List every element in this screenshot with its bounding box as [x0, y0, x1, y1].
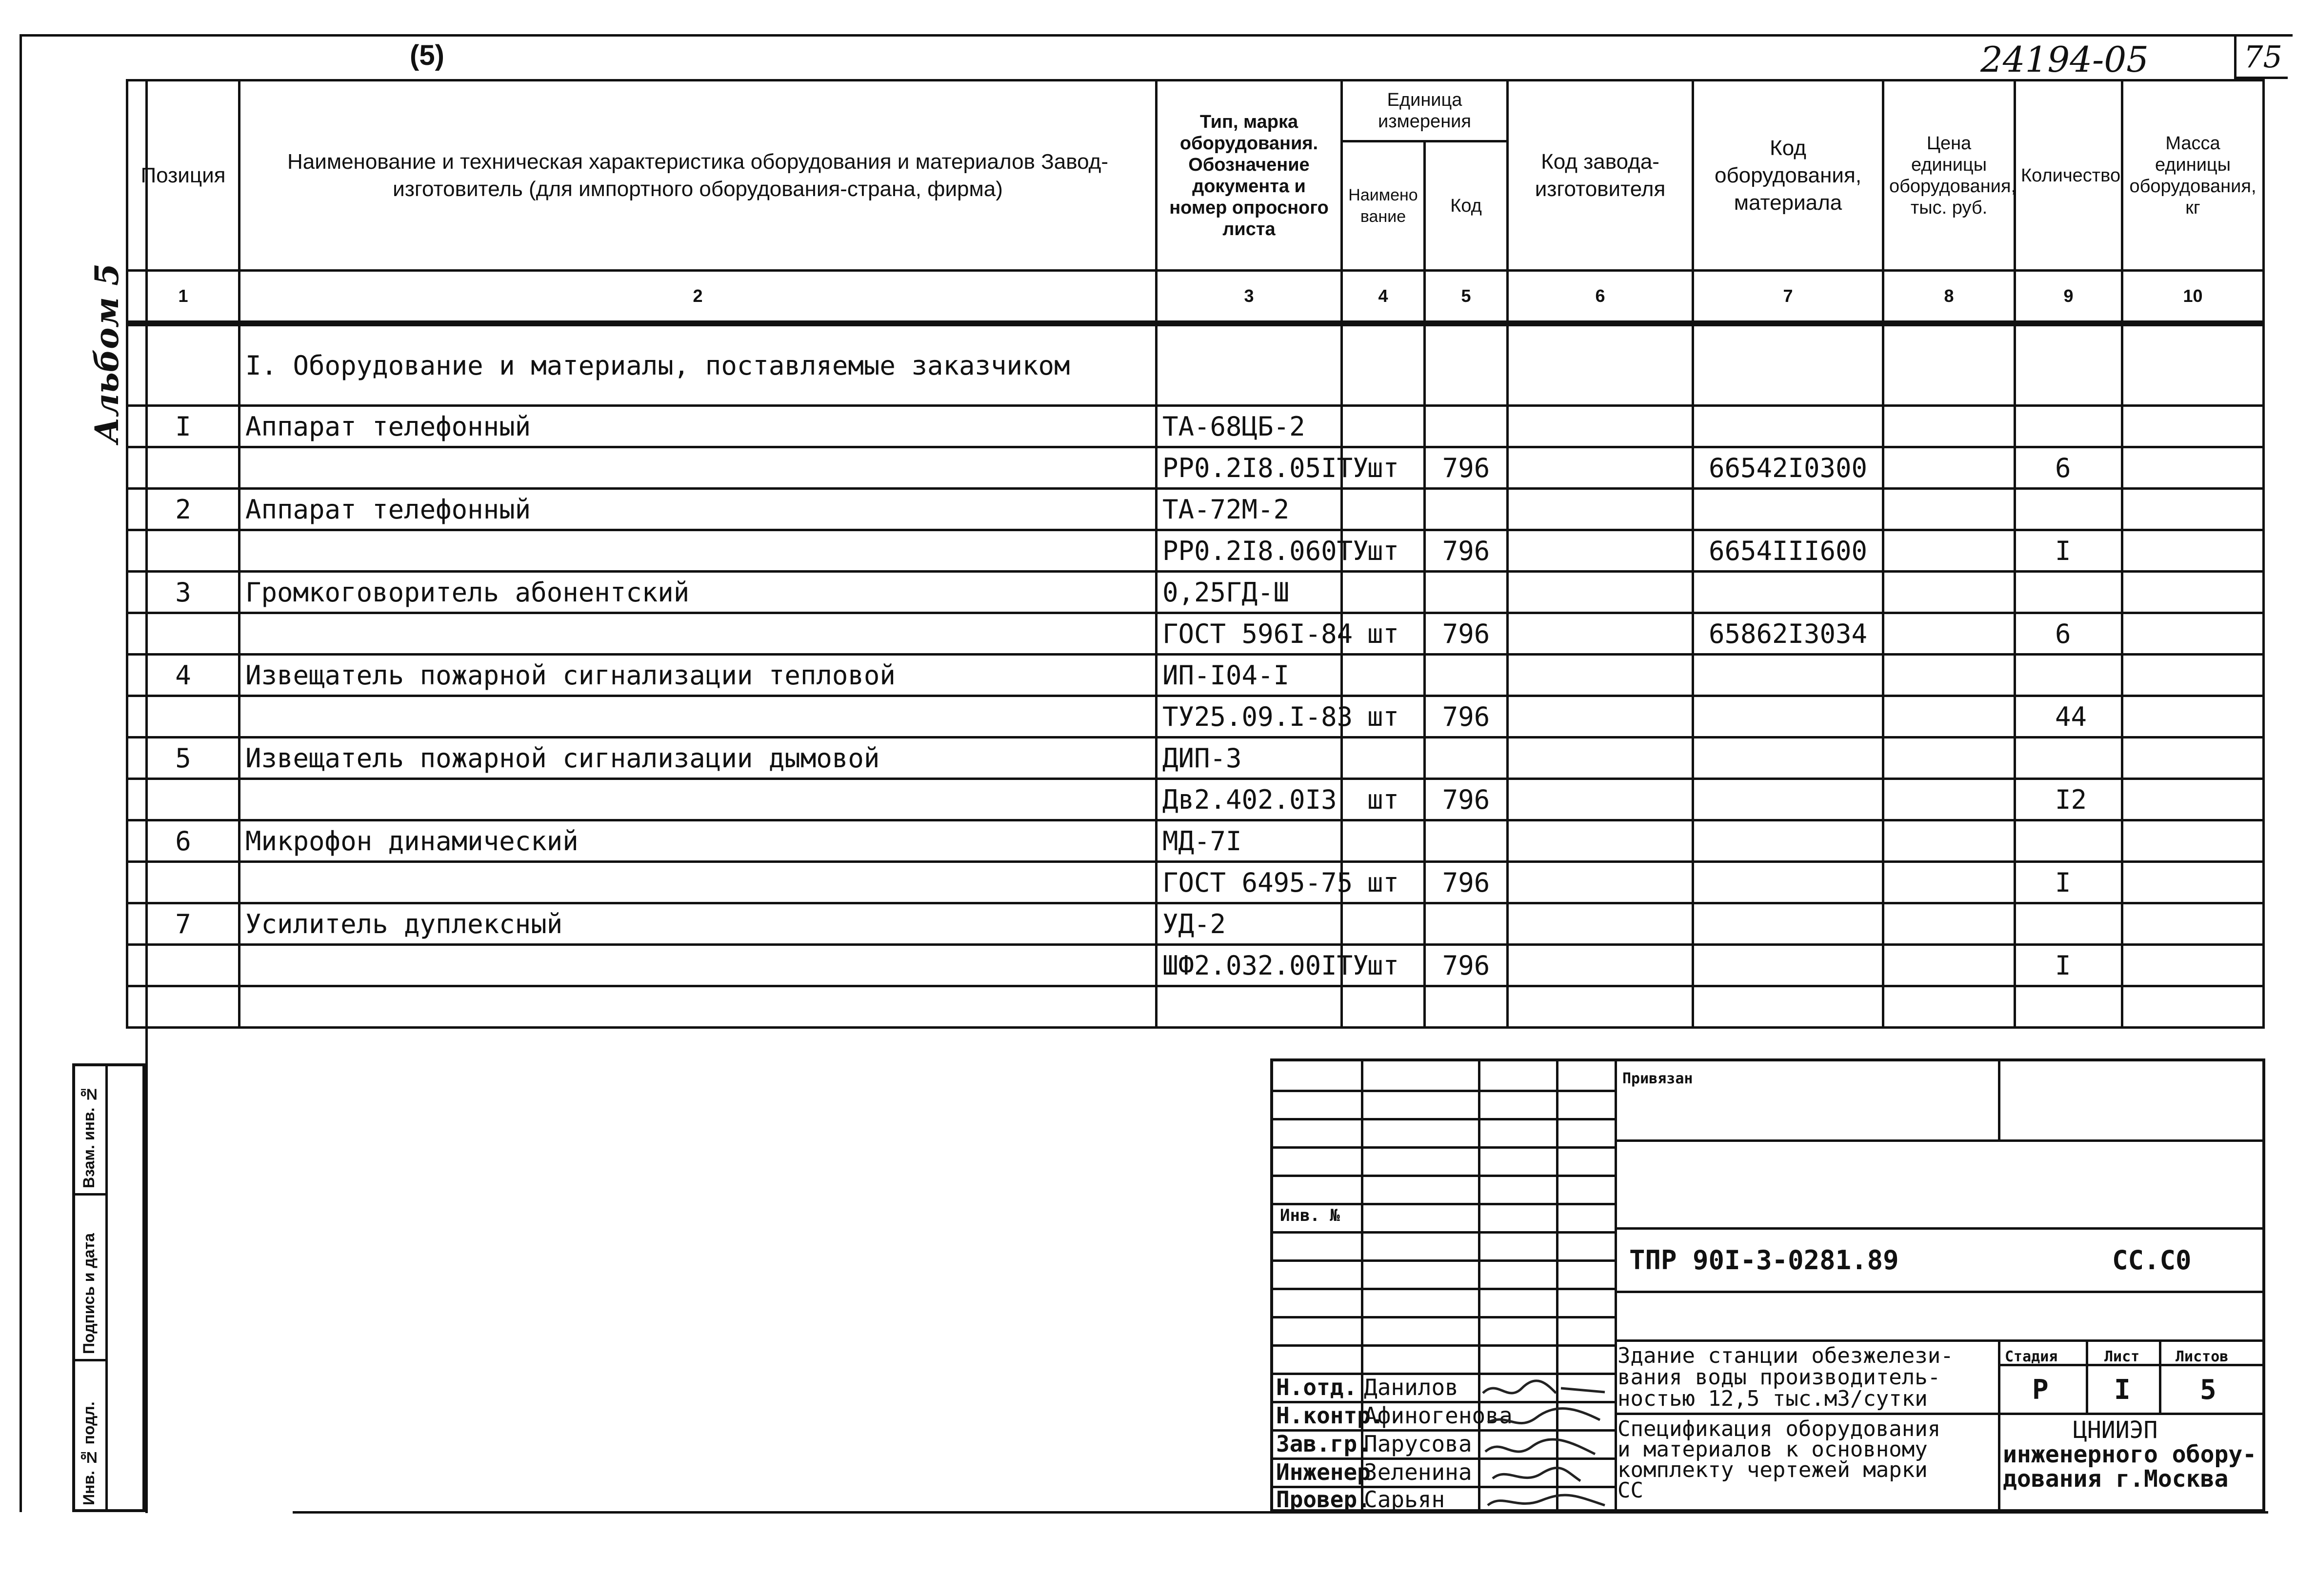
item-name: Громкоговоритель абонентский: [240, 572, 1157, 613]
item-equipment-code: [1693, 696, 1883, 738]
stage-value: Р: [2032, 1374, 2049, 1406]
item-quantity: 44: [2015, 696, 2122, 738]
sheets-label: Листов: [2176, 1348, 2229, 1365]
organization-line: дования г.Москва: [2003, 1465, 2229, 1493]
item-position: 2: [127, 489, 240, 530]
column-number: 10: [2122, 271, 2264, 324]
signer-name: Данилов: [1364, 1374, 1458, 1400]
replaced-inv-label: Взам. инв. №: [80, 1085, 98, 1188]
header-type: Тип, марка оборудования. Обозначение документа и номер опросного листа: [1157, 80, 1342, 271]
signer-name: Сарьян: [1364, 1486, 1445, 1513]
item-doc-row: [127, 862, 2264, 903]
item-position: 3: [127, 572, 240, 613]
item-name: Аппарат телефонный: [240, 489, 1157, 530]
section-row: [127, 323, 2264, 406]
header-unit-name: Наименование: [1342, 141, 1425, 271]
project-title-line: Здание станции обезжелези-: [1617, 1343, 1954, 1368]
item-type: ТА-72М-2: [1157, 489, 1342, 530]
signer-name: Афиногенова: [1364, 1402, 1513, 1429]
item-row: [127, 406, 2264, 447]
column-number: 9: [2015, 271, 2122, 324]
item-doc-row: [127, 696, 2264, 738]
item-document: РР0.2I8.060ТУ: [1157, 530, 1342, 572]
column-number: 5: [1425, 271, 1508, 324]
item-doc-row: [127, 779, 2264, 820]
side-stamp: [72, 1063, 145, 1512]
doc-title-line: Спецификация оборудования: [1617, 1416, 1941, 1441]
signer-name: Зеленина: [1364, 1459, 1472, 1485]
item-unit-code: 796: [1425, 696, 1508, 738]
column-number: 1: [127, 271, 240, 324]
item-row: [127, 655, 2264, 696]
item-unit-code: 796: [1425, 613, 1508, 655]
inv-no-label: Инв. №: [1280, 1206, 1340, 1225]
item-unit-code: 796: [1425, 779, 1508, 820]
item-equipment-code: [1693, 779, 1883, 820]
item-doc-row: [127, 945, 2264, 986]
column-number: 7: [1693, 271, 1883, 324]
item-quantity: 6: [2015, 613, 2122, 655]
item-unit: шт: [1342, 613, 1425, 655]
item-name: Извещатель пожарной сигнализации дымовой: [240, 738, 1157, 779]
item-unit-code: 796: [1425, 945, 1508, 986]
item-document: ШФ2.032.00IТУ: [1157, 945, 1342, 986]
item-type: ДИП-3: [1157, 738, 1342, 779]
item-name: Извещатель пожарной сигнализации тепловой: [240, 655, 1157, 696]
project-title-line: ностью 12,5 тыс.м3/сутки: [1617, 1386, 1928, 1411]
item-position: 4: [127, 655, 240, 696]
item-name: Аппарат телефонный: [240, 406, 1157, 447]
item-type: ТА-68ЦБ-2: [1157, 406, 1342, 447]
corner-page-number: 75: [2244, 39, 2282, 75]
sheet-number-top: (5): [410, 40, 444, 71]
item-document: ТУ25.09.I-83: [1157, 696, 1342, 738]
item-row: [127, 572, 2264, 613]
header-unit-code: Код: [1425, 141, 1508, 271]
item-document: ГОСТ 6495-75: [1157, 862, 1342, 903]
item-document: ГОСТ 596I-84: [1157, 613, 1342, 655]
item-unit: шт: [1342, 696, 1425, 738]
title-block: [1270, 1058, 2265, 1512]
doc-title-line: комплекту чертежей марки: [1617, 1457, 1928, 1482]
item-unit: шт: [1342, 779, 1425, 820]
header-unit-group: Единица измерения: [1342, 80, 1508, 141]
signature-date-label: Подпись и дата: [80, 1233, 98, 1354]
item-unit: шт: [1342, 447, 1425, 489]
item-equipment-code: [1693, 862, 1883, 903]
item-equipment-code: 6654III600: [1693, 530, 1883, 572]
item-row: [127, 489, 2264, 530]
header-quantity: Количество: [2015, 80, 2122, 271]
item-quantity: I: [2015, 945, 2122, 986]
signer-role: Зав.гр.: [1276, 1431, 1371, 1457]
item-equipment-code: 66542I0300: [1693, 447, 1883, 489]
item-unit: шт: [1342, 945, 1425, 986]
specification-table: [126, 79, 2265, 1029]
album-label: Альбом 5: [88, 263, 126, 443]
signer-role: Н.контр.: [1276, 1402, 1384, 1429]
column-number: 2: [240, 271, 1157, 324]
item-row: [127, 738, 2264, 779]
item-position: 7: [127, 903, 240, 945]
item-unit-code: 796: [1425, 862, 1508, 903]
item-type: 0,25ГД-Ш: [1157, 572, 1342, 613]
item-type: МД-7I: [1157, 820, 1342, 862]
item-type: ИП-I04-I: [1157, 655, 1342, 696]
header-name: Наименование и техническая характеристика оборудования и материалов Завод-изготовитель (для импортного оборудования-страна, фирма): [240, 80, 1157, 271]
column-number: 3: [1157, 271, 1342, 324]
inv-no-orig-label: Инв. № подл.: [80, 1401, 98, 1505]
signer-role: Инженер: [1276, 1459, 1371, 1485]
section-title: I. Оборудование и материалы, поставляемые заказчиком: [240, 323, 1157, 406]
project-title-line: вания воды производитель-: [1617, 1365, 1941, 1390]
item-name: Усилитель дуплексный: [240, 903, 1157, 945]
header-price: Цена единицы оборудования, тыс. руб.: [1883, 80, 2015, 271]
item-position: I: [127, 406, 240, 447]
item-type: УД-2: [1157, 903, 1342, 945]
item-unit: шт: [1342, 862, 1425, 903]
frame-left-line: [20, 34, 22, 1512]
sheet-label: Лист: [2104, 1348, 2140, 1365]
doc-title-line: СС: [1617, 1478, 1643, 1503]
item-quantity: 6: [2015, 447, 2122, 489]
header-plant-code: Код завода-изготовителя: [1508, 80, 1693, 271]
item-doc-row: [127, 447, 2264, 489]
item-unit-code: 796: [1425, 530, 1508, 572]
header-equipment-code: Код оборудования, материала: [1693, 80, 1883, 271]
column-number: 8: [1883, 271, 2015, 324]
item-row: [127, 820, 2264, 862]
item-row: [127, 903, 2264, 945]
column-number: 4: [1342, 271, 1425, 324]
organization-line: ЦНИИЭП: [2073, 1416, 2158, 1444]
empty-row: [127, 986, 2264, 1028]
frame-top-line: [20, 34, 2293, 37]
signer-role: Провер.: [1276, 1486, 1371, 1513]
attached-label: Привязан: [1622, 1070, 1693, 1087]
project-code: ТПР 90I-3-0281.89: [1629, 1245, 1899, 1276]
item-position: 5: [127, 738, 240, 779]
doc-code-handwritten: 24194-05: [1980, 39, 2149, 80]
doc-title-line: и материалов к основному: [1617, 1437, 1928, 1462]
sheets-value: 5: [2200, 1374, 2216, 1406]
item-quantity: I2: [2015, 779, 2122, 820]
header-mass: Масса единицы оборудования, кг: [2122, 80, 2264, 271]
item-document: Дв2.402.0I3: [1157, 779, 1342, 820]
item-document: РР0.2I8.05IТУ: [1157, 447, 1342, 489]
sheet-value: I: [2114, 1374, 2131, 1406]
organization-line: инженерного обору-: [2003, 1441, 2257, 1468]
item-unit-code: 796: [1425, 447, 1508, 489]
signatures-drawing: [1478, 1374, 1615, 1513]
item-equipment-code: [1693, 945, 1883, 986]
header-position: Позиция: [127, 80, 240, 271]
item-equipment-code: 65862I3034: [1693, 613, 1883, 655]
item-quantity: I: [2015, 862, 2122, 903]
item-doc-row: [127, 613, 2264, 655]
column-number: 6: [1508, 271, 1693, 324]
stage-label: Стадия: [2005, 1348, 2058, 1365]
item-doc-row: [127, 530, 2264, 572]
item-quantity: I: [2015, 530, 2122, 572]
signer-role: Н.отд.: [1276, 1374, 1358, 1400]
item-unit: шт: [1342, 530, 1425, 572]
item-position: 6: [127, 820, 240, 862]
signer-name: Парусова: [1364, 1431, 1472, 1457]
document-mark: СС.С0: [2112, 1245, 2192, 1276]
item-name: Микрофон динамический: [240, 820, 1157, 862]
